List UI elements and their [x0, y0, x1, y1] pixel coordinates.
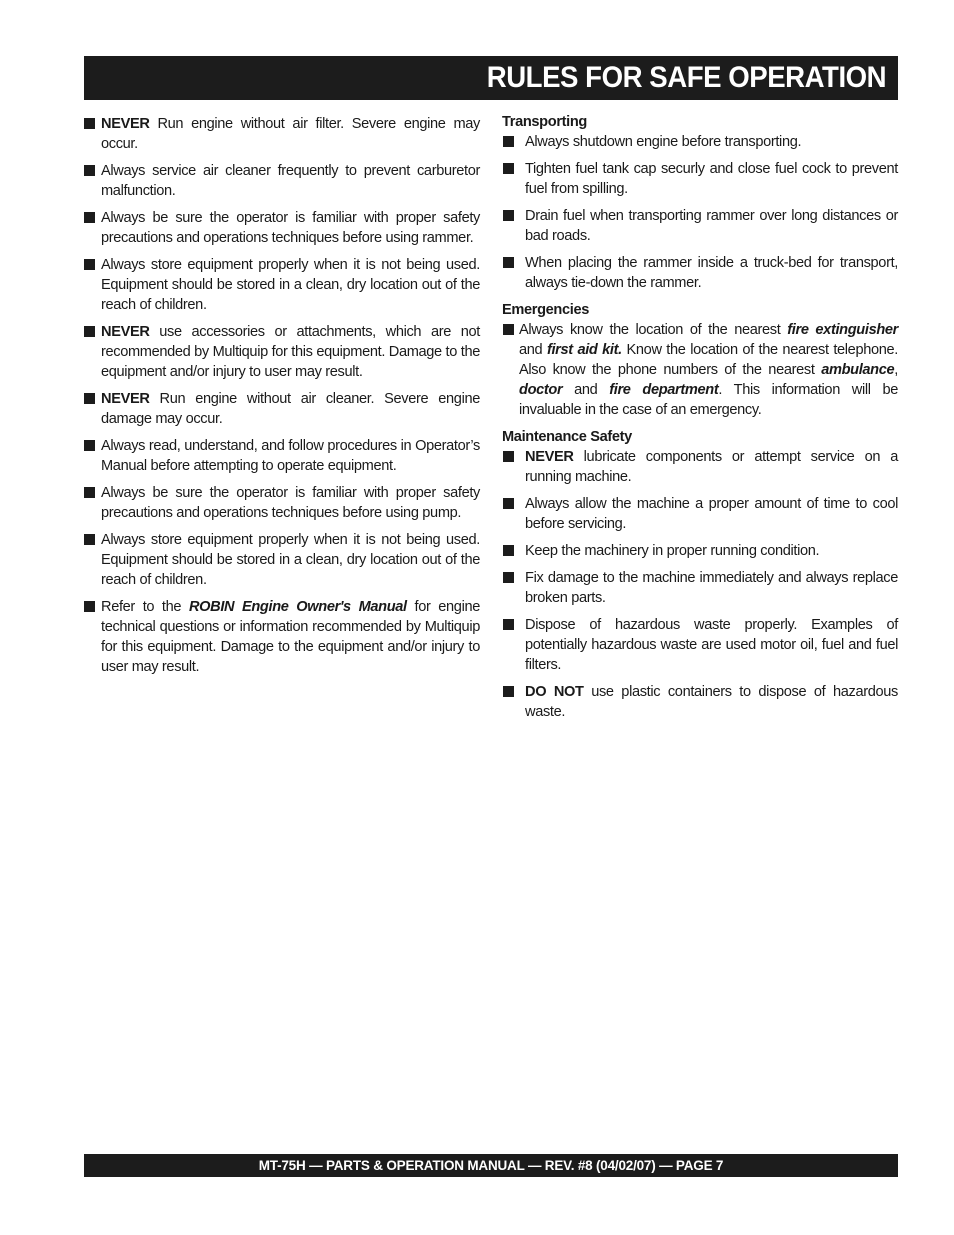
body-text: Run engine without air filter. Severe engine may occur. [101, 116, 480, 152]
list-item [84, 322, 480, 382]
section-heading: Maintenance Safety [502, 429, 632, 445]
list-item [84, 483, 480, 523]
section [502, 300, 898, 420]
body-text: use accessories or attachments, which are not recommended by Multiquip for this equipment. Damage to the equipment and/or injury to user may result. [101, 324, 480, 380]
list-item-text [525, 206, 898, 246]
square-bullet-icon [503, 324, 514, 335]
body-text: Fix damage to the machine immediately and always replace broken parts. [525, 570, 898, 606]
list-item-text [101, 161, 480, 201]
body-text: , [894, 362, 898, 378]
emphasis-text: first aid kit. [546, 342, 622, 358]
body-text: and [519, 342, 547, 358]
square-bullet-icon [84, 326, 95, 337]
body-text: Tighten fuel tank cap securly and close fuel cock to prevent fuel from spilling. [525, 161, 898, 197]
square-bullet-icon [84, 165, 95, 176]
list-item-text [525, 253, 898, 293]
square-bullet-icon [503, 619, 514, 630]
body-text: . This information will be invaluable in the case of an emergency. [519, 382, 899, 418]
square-bullet-icon [503, 686, 514, 697]
section-heading: Transporting [502, 114, 587, 130]
left-column [84, 114, 480, 684]
body-text: Dispose of hazardous waste properly. Examples of potentially hazardous waste are used motor oil, fuel and fuel filters. [525, 617, 898, 673]
body-text: Always be sure the operator is familiar with proper safety precautions and operations techniques before using rammer. [101, 210, 480, 246]
list-item-text [525, 447, 898, 487]
body-text: Always allow the machine a proper amount of time to cool before servicing. [525, 496, 898, 532]
emphasis-text: NEVER [101, 324, 150, 340]
list-item-text [525, 541, 898, 561]
square-bullet-icon [503, 572, 514, 583]
emphasis-text: fire extinguisher [787, 322, 898, 338]
list-item [502, 447, 898, 487]
body-text: Always read, understand, and follow procedures in Operator’s Manual before attempting to operate equipment. [101, 438, 480, 474]
body-text: Drain fuel when transporting rammer over long distances or bad roads. [525, 208, 898, 244]
list-item-text [101, 208, 480, 248]
square-bullet-icon [84, 212, 95, 223]
list-item-text [525, 494, 898, 534]
list-item-text [101, 483, 480, 523]
body-text: Always store equipment properly when it is not being used. Equipment should be stored in a clean, dry location out of the reach of children. [101, 532, 480, 588]
square-bullet-icon [84, 259, 95, 270]
square-bullet-icon [503, 451, 514, 462]
list-item-text [101, 436, 480, 476]
list-item-text [525, 615, 898, 675]
section-heading: Emergencies [502, 302, 590, 318]
body-text: When placing the rammer inside a truck-bed for transport, always tie-down the rammer. [525, 255, 898, 291]
list-item [502, 682, 898, 722]
body-text: Always know the location of the nearest [519, 322, 788, 338]
square-bullet-icon [84, 440, 95, 451]
list-item [84, 161, 480, 201]
square-bullet-icon [503, 545, 514, 556]
list-item [502, 541, 898, 561]
section [502, 427, 898, 722]
list-item-text [101, 530, 480, 590]
body-text: Refer to the [101, 599, 189, 615]
body-text: use plastic containers to dispose of hazardous waste. [525, 684, 898, 720]
list-item-text [101, 322, 480, 382]
emphasis-text: NEVER [101, 391, 150, 407]
body-text: Keep the machinery in proper running condition. [525, 543, 820, 559]
list-item [502, 568, 898, 608]
footer-bar [84, 1154, 898, 1177]
list-item [84, 208, 480, 248]
page-title: RULES FOR SAFE OPERATION [486, 61, 886, 94]
emphasis-text: DO NOT [525, 684, 584, 700]
list-item [502, 159, 898, 199]
list-item-text [101, 114, 480, 154]
body-text: and [562, 382, 610, 398]
square-bullet-icon [84, 601, 95, 612]
list-item-text [519, 320, 898, 420]
square-bullet-icon [84, 393, 95, 404]
square-bullet-icon [503, 136, 514, 147]
list-item [502, 206, 898, 246]
emphasis-text: NEVER [101, 116, 150, 132]
square-bullet-icon [503, 210, 514, 221]
list-item [502, 615, 898, 675]
square-bullet-icon [84, 118, 95, 129]
body-text: Always service air cleaner frequently to prevent carburetor malfunction. [101, 163, 480, 199]
right-column [502, 112, 898, 729]
emphasis-text: fire department [609, 382, 719, 398]
list-item [502, 320, 898, 420]
title-bar [84, 56, 898, 100]
body-text: for engine technical questions or information recommended by Multiquip for this equipment. Damage to the equipment and/or injury to user may result. [101, 599, 480, 675]
list-item [84, 530, 480, 590]
list-item-text [525, 682, 898, 722]
list-item [84, 597, 480, 677]
list-item-text [525, 159, 898, 199]
list-item [84, 436, 480, 476]
emphasis-text: NEVER [525, 449, 574, 465]
list-item-text [525, 568, 898, 608]
emphasis-text: ROBIN Engine Owner's Manual [188, 599, 407, 615]
list-item [84, 114, 480, 154]
list-item-text [101, 255, 480, 315]
body-text: lubricate components or attempt service on a running machine. [525, 449, 898, 485]
list-item-text [101, 389, 480, 429]
list-item [84, 389, 480, 429]
list-item [84, 255, 480, 315]
list-item-text [101, 597, 480, 677]
body-text: Always be sure the operator is familiar with proper safety precautions and operations techniques before using pump. [101, 485, 480, 521]
body-text: Run engine without air cleaner. Severe engine damage may occur. [101, 391, 480, 427]
list-item [502, 494, 898, 534]
emphasis-text: doctor [519, 382, 563, 398]
square-bullet-icon [503, 163, 514, 174]
list-item [502, 132, 898, 152]
list-item [502, 253, 898, 293]
list-item-text [525, 132, 898, 152]
body-text: Always store equipment properly when it is not being used. Equipment should be stored in a clean, dry location out of the reach of children. [101, 257, 480, 313]
square-bullet-icon [503, 498, 514, 509]
section [502, 112, 898, 293]
square-bullet-icon [84, 534, 95, 545]
footer-text: MT-75H — PARTS & OPERATION MANUAL — REV. #8 (04/02/07) — PAGE 7 [258, 1158, 724, 1173]
square-bullet-icon [503, 257, 514, 268]
body-text: Always shutdown engine before transporting. [525, 134, 802, 150]
body-text: Know the location of the nearest telephone. Also know the phone numbers of the nearest [519, 342, 898, 378]
square-bullet-icon [84, 487, 95, 498]
emphasis-text: ambulance [821, 362, 895, 378]
